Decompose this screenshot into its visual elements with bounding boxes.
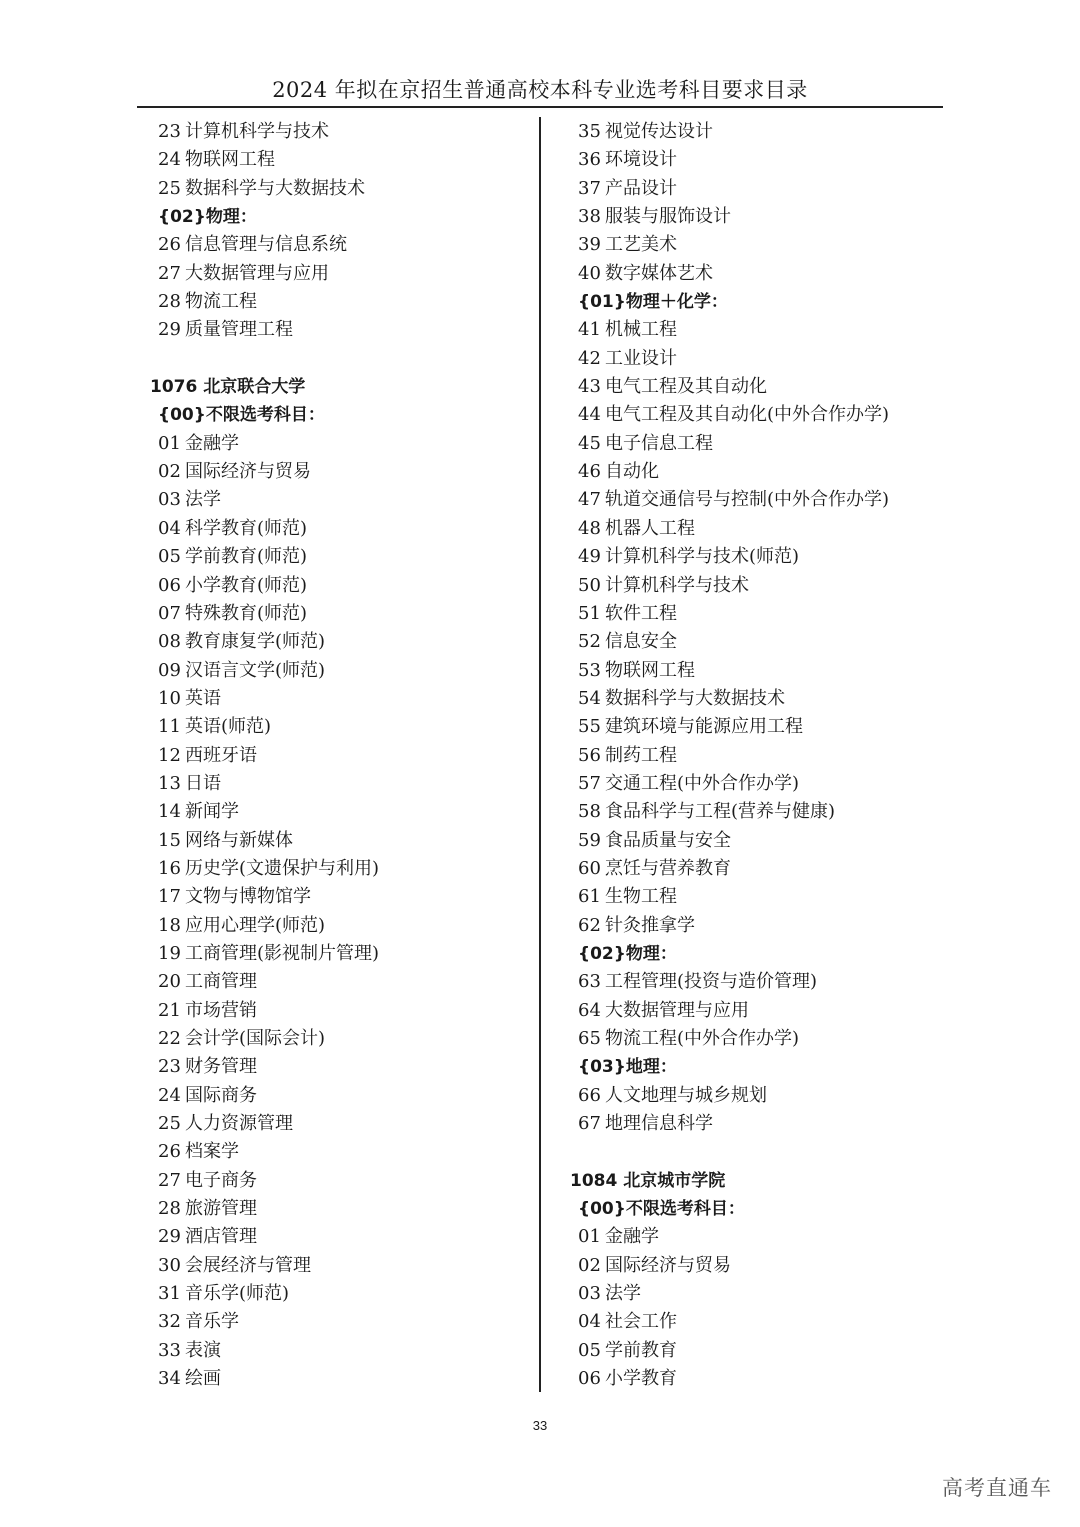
major-name: 绘画 [185,1368,221,1390]
major-number: 28 [158,1198,181,1220]
major-number: 24 [158,149,181,171]
major-item [150,1138,530,1166]
major-name: 应用心理学(师范) [185,914,326,936]
major-number: 38 [578,206,601,228]
major-item [570,600,940,628]
major-item [150,1195,530,1223]
major-number: 04 [158,517,181,539]
major-name: 英语(师范) [185,716,272,738]
subject-requirement-heading: {01}物理＋化学： [578,292,728,313]
major-number: 26 [158,234,181,256]
major-name: 软件工程 [605,602,677,624]
major-number: 30 [158,1254,181,1276]
major-name: 金融学 [605,1226,659,1248]
major-item [150,288,530,316]
major-item [570,1082,940,1110]
major-number: 03 [158,489,181,511]
major-number: 46 [578,461,601,483]
major-name: 表演 [185,1339,221,1361]
major-number: 55 [578,716,601,738]
major-number: 66 [578,1084,601,1106]
major-number: 08 [158,631,181,653]
major-name: 地理信息科学 [605,1113,713,1135]
major-name: 汉语言文学(师范) [185,659,326,681]
major-item [570,146,940,174]
major-name: 金融学 [185,432,239,454]
watermark: 高考直通车 [942,1476,1052,1500]
major-name: 历史学(文遗保护与利用) [185,857,380,879]
major-number: 21 [158,999,181,1021]
major-name: 学前教育 [605,1339,677,1361]
major-name: 物联网工程 [185,149,275,171]
major-number: 53 [578,659,601,681]
subject-requirement-heading: {00}不限选考科目： [578,1199,745,1220]
major-number: 36 [578,149,601,171]
major-number: 25 [158,177,181,199]
major-name: 机器人工程 [605,517,695,539]
major-item [150,912,530,940]
major-item [150,742,530,770]
major-item [570,912,940,940]
major-name: 交通工程(中外合作办学) [605,772,800,794]
major-name: 信息安全 [605,631,677,653]
major-number: 31 [158,1283,181,1305]
major-number: 56 [578,744,601,766]
major-item [150,770,530,798]
major-item [150,1167,530,1195]
major-name: 自动化 [605,461,659,483]
major-name: 档案学 [185,1141,239,1163]
major-number: 09 [158,659,181,681]
major-item [570,458,940,486]
major-name: 工程管理(投资与造价管理) [605,971,818,993]
major-name: 计算机科学与技术 [185,121,329,142]
major-number: 29 [158,1226,181,1248]
major-item [570,1365,940,1393]
major-item [570,118,940,146]
major-item [150,1053,530,1081]
major-item [570,628,940,656]
major-item [570,798,940,826]
major-name: 烹饪与营养教育 [605,857,731,879]
right-column [570,118,940,1393]
major-item [570,231,940,259]
major-number: 49 [578,546,601,568]
major-item [150,515,530,543]
major-name: 人力资源管理 [185,1113,293,1135]
subject-requirement-heading: {02}物理： [158,207,257,228]
major-number: 44 [578,404,601,426]
major-item [570,1337,940,1365]
major-number: 59 [578,829,601,851]
major-name: 音乐学 [185,1311,239,1333]
major-item [150,1252,530,1280]
major-item [570,968,940,996]
major-name: 数字媒体艺术 [605,262,713,284]
major-name: 电子信息工程 [605,432,713,454]
major-item [570,1223,940,1251]
major-item [150,316,530,344]
major-item [570,203,940,231]
major-item [570,316,940,344]
major-name: 机械工程 [605,319,677,341]
major-item [150,260,530,288]
university-heading: 1076 北京联合大学 [150,377,306,398]
major-name: 日语 [185,772,221,794]
major-name: 建筑环境与能源应用工程 [605,716,803,738]
major-number: 13 [158,772,181,794]
major-item [570,742,940,770]
major-item [150,118,530,146]
major-name: 科学教育(师范) [185,517,308,539]
major-item [150,997,530,1025]
major-number: 43 [578,376,601,398]
major-number: 47 [578,489,601,511]
major-number: 22 [158,1028,181,1049]
page-number: 33 [532,1418,548,1433]
major-name: 工商管理 [185,971,257,993]
major-name: 新闻学 [185,801,239,823]
major-item [570,401,940,429]
university-heading: 1084 北京城市学院 [570,1170,726,1191]
major-number: 23 [158,1056,181,1078]
major-item [150,600,530,628]
major-item [150,1025,530,1053]
major-name: 法学 [185,489,221,511]
major-number: 06 [578,1368,601,1390]
major-number: 26 [158,1141,181,1163]
major-name: 工艺美术 [605,234,677,256]
major-item [150,1223,530,1251]
major-number: 58 [578,801,601,823]
major-item [150,458,530,486]
major-number: 02 [158,461,181,483]
major-item [570,1308,940,1336]
major-item [150,628,530,656]
major-number: 28 [158,291,181,313]
major-item [150,1365,530,1393]
major-number: 60 [578,857,601,879]
major-name: 国际经济与贸易 [605,1254,731,1276]
major-name: 财务管理 [185,1056,257,1078]
major-name: 物联网工程 [605,659,695,681]
major-item [150,430,530,458]
major-name: 数据科学与大数据技术 [185,177,365,199]
major-name: 制药工程 [605,744,677,766]
major-item [570,543,940,571]
major-number: 63 [578,971,601,993]
major-item [570,1252,940,1280]
major-number: 35 [578,121,601,142]
major-name: 旅游管理 [185,1198,257,1220]
major-name: 质量管理工程 [185,319,293,341]
major-number: 39 [578,234,601,256]
major-number: 19 [158,942,181,964]
major-number: 23 [158,121,181,142]
major-name: 信息管理与信息系统 [185,234,347,256]
major-item [150,231,530,259]
major-item [150,1337,530,1365]
major-item [570,855,940,883]
major-item [570,572,940,600]
major-number: 67 [578,1113,601,1135]
major-number: 61 [578,886,601,908]
major-item [570,175,940,203]
major-item [570,883,940,911]
major-number: 27 [158,262,181,284]
major-number: 04 [578,1311,601,1333]
major-name: 电气工程及其自动化 [605,376,767,398]
major-item [150,543,530,571]
major-number: 06 [158,574,181,596]
major-item [570,260,940,288]
major-number: 51 [578,602,601,624]
major-item [570,515,940,543]
major-item [150,968,530,996]
major-number: 12 [158,744,181,766]
major-number: 40 [578,262,601,284]
major-name: 计算机科学与技术(师范) [605,546,800,568]
major-name: 特殊教育(师范) [185,602,308,624]
spacer [150,345,530,373]
major-name: 法学 [605,1283,641,1305]
major-name: 计算机科学与技术 [605,574,749,596]
major-number: 62 [578,914,601,936]
major-item [570,1110,940,1138]
major-item [570,685,940,713]
major-number: 10 [158,687,181,709]
major-item [150,685,530,713]
major-item [570,1025,940,1053]
major-name: 小学教育 [605,1368,677,1390]
major-name: 人文地理与城乡规划 [605,1084,767,1106]
title-rule [137,106,943,108]
major-number: 02 [578,1254,601,1276]
major-name: 大数据管理与应用 [605,999,749,1021]
spacer [570,1138,940,1166]
major-number: 01 [578,1226,601,1248]
major-number: 48 [578,517,601,539]
major-item [150,486,530,514]
column-divider [539,117,541,1392]
major-name: 英语 [185,687,221,709]
major-number: 42 [578,347,601,369]
major-name: 国际经济与贸易 [185,461,311,483]
major-item [150,827,530,855]
major-name: 学前教育(师范) [185,546,308,568]
major-item [570,373,940,401]
major-item [150,713,530,741]
major-name: 音乐学(师范) [185,1283,290,1305]
major-item [570,770,940,798]
major-name: 酒店管理 [185,1226,257,1248]
major-item [570,345,940,373]
major-name: 市场营销 [185,999,257,1021]
major-name: 物流工程 [185,291,257,313]
major-number: 65 [578,1028,601,1049]
major-item [150,657,530,685]
major-name: 食品质量与安全 [605,829,731,851]
major-item [570,1280,940,1308]
major-name: 文物与博物馆学 [185,886,311,908]
major-name: 社会工作 [605,1311,677,1333]
major-name: 教育康复学(师范) [185,631,326,653]
major-item [150,1082,530,1110]
major-number: 64 [578,999,601,1021]
major-item [150,572,530,600]
major-item [150,1110,530,1138]
major-number: 54 [578,687,601,709]
major-number: 37 [578,177,601,199]
left-column [150,118,530,1393]
major-name: 小学教育(师范) [185,574,308,596]
major-name: 环境设计 [605,149,677,171]
major-number: 24 [158,1084,181,1106]
major-number: 03 [578,1283,601,1305]
major-name: 大数据管理与应用 [185,262,329,284]
major-number: 29 [158,319,181,341]
subject-requirement-heading: {03}地理： [578,1057,677,1078]
subject-requirement-heading: {02}物理： [578,943,677,964]
major-number: 57 [578,772,601,794]
major-number: 11 [158,716,181,738]
major-number: 17 [158,886,181,908]
major-number: 52 [578,631,601,653]
major-number: 33 [158,1339,181,1361]
major-name: 物流工程(中外合作办学) [605,1028,800,1049]
major-item [150,175,530,203]
major-number: 01 [158,432,181,454]
major-item [150,1308,530,1336]
major-item [150,146,530,174]
page-title: 2024 年拟在京招生普通高校本科专业选考科目要求目录 [272,78,808,102]
major-number: 05 [158,546,181,568]
major-number: 14 [158,801,181,823]
major-item [150,855,530,883]
major-number: 16 [158,857,181,879]
major-name: 西班牙语 [185,744,257,766]
major-name: 电子商务 [185,1169,257,1191]
major-item [570,997,940,1025]
major-name: 工商管理(影视制片管理) [185,942,380,964]
major-number: 50 [578,574,601,596]
major-number: 05 [578,1339,601,1361]
major-name: 电气工程及其自动化(中外合作办学) [605,404,890,426]
major-name: 视觉传达设计 [605,121,713,142]
major-name: 会计学(国际会计) [185,1028,326,1049]
major-item [570,657,940,685]
major-item [150,940,530,968]
major-number: 18 [158,914,181,936]
major-name: 网络与新媒体 [185,829,293,851]
major-number: 32 [158,1311,181,1333]
subject-requirement-heading: {00}不限选考科目： [158,405,325,426]
major-number: 15 [158,829,181,851]
major-name: 国际商务 [185,1084,257,1106]
major-name: 针灸推拿学 [605,914,695,936]
major-number: 20 [158,971,181,993]
major-name: 会展经济与管理 [185,1254,311,1276]
major-name: 产品设计 [605,177,677,199]
major-name: 轨道交通信号与控制(中外合作办学) [605,489,890,511]
major-number: 45 [578,432,601,454]
major-name: 生物工程 [605,886,677,908]
major-item [150,798,530,826]
major-name: 服装与服饰设计 [605,206,731,228]
major-item [570,713,940,741]
major-item [570,486,940,514]
major-item [150,1280,530,1308]
major-item [570,827,940,855]
major-number: 25 [158,1113,181,1135]
major-name: 工业设计 [605,347,677,369]
major-number: 07 [158,602,181,624]
major-number: 27 [158,1169,181,1191]
major-number: 41 [578,319,601,341]
major-name: 食品科学与工程(营养与健康) [605,801,836,823]
major-item [570,430,940,458]
major-name: 数据科学与大数据技术 [605,687,785,709]
major-item [150,883,530,911]
major-number: 34 [158,1368,181,1390]
